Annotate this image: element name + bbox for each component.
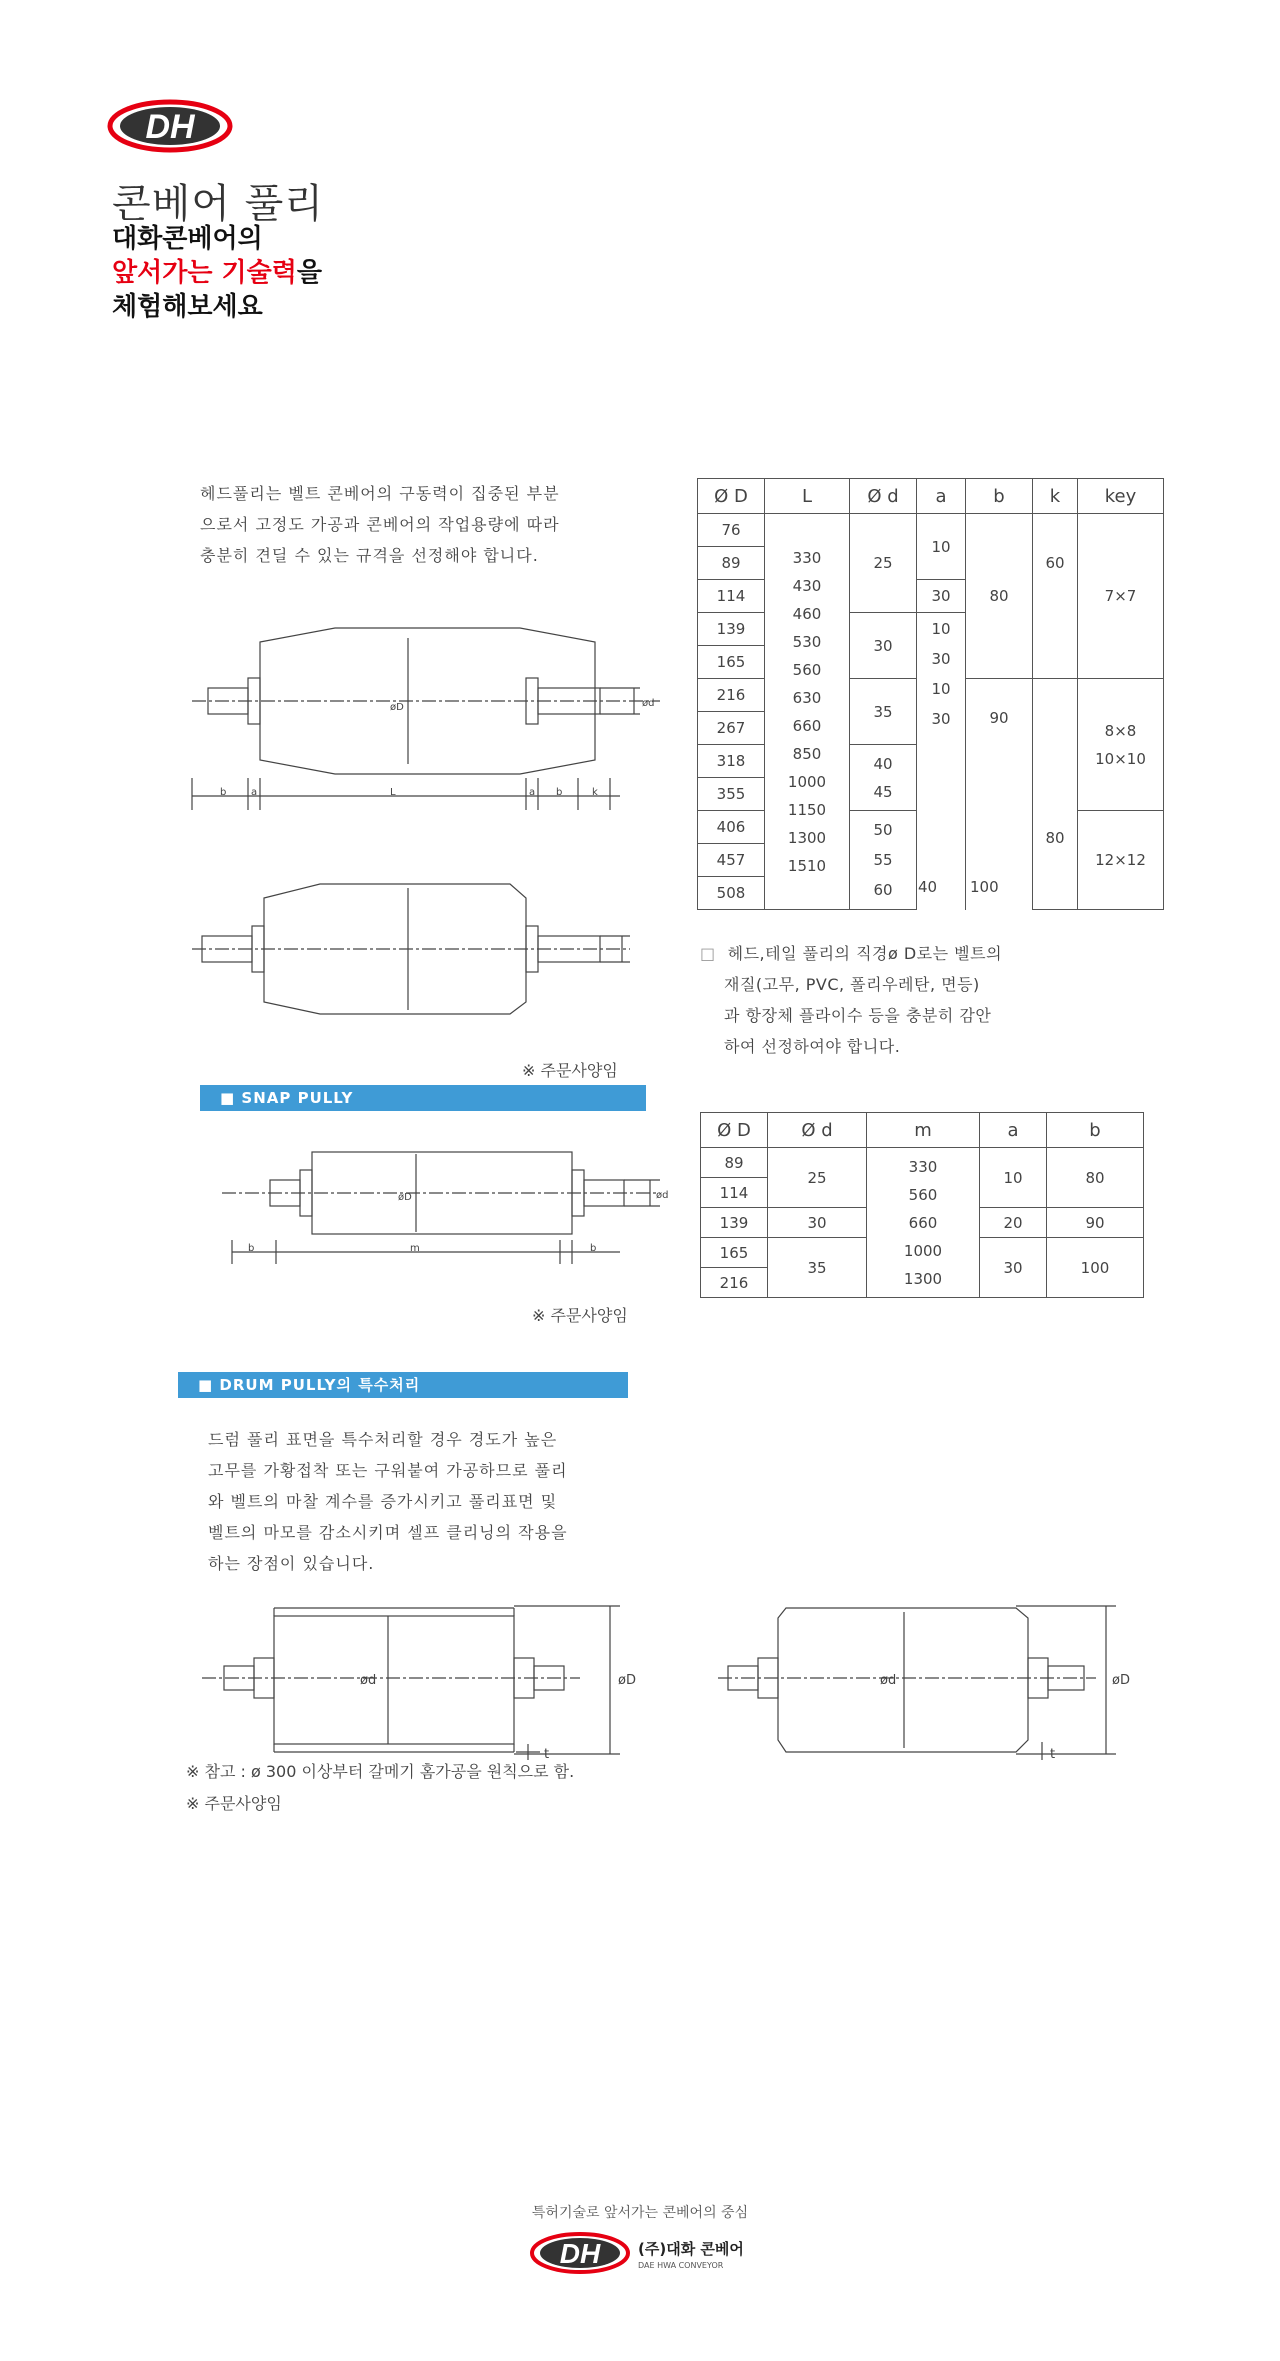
table-cell: 30: [931, 710, 951, 728]
table-cell: 7×7: [1078, 514, 1164, 679]
note-line: ※ 참고 : ø 300 이상부터 갈메기 홈가공을 원칙으로 함.: [186, 1762, 575, 1781]
table-cell: 25: [850, 514, 917, 613]
order-note: ※ 주문사양임: [522, 1061, 618, 1080]
dim-label: øD: [398, 1192, 412, 1203]
snap-pulley-table: [700, 1112, 1144, 1298]
description-line: 하는 장점이 있습니다.: [208, 1554, 375, 1573]
footer-logo-text: DH: [559, 2238, 601, 2269]
dim-label: t: [544, 1747, 550, 1760]
table-cell: 1510: [787, 856, 827, 875]
note-line: 하여 선정하여야 합니다.: [724, 1037, 901, 1056]
dh-logo: [105, 98, 235, 158]
company-name-ko: (주)대화 콘베어: [638, 2240, 744, 2258]
dim-label: øD: [390, 702, 404, 713]
snap-pulley-drawing: [220, 1140, 680, 1270]
dim-label: ød: [642, 698, 655, 709]
table-cell: 430: [792, 576, 822, 595]
table-cell: 1300: [903, 1269, 943, 1288]
drum-pulley-bar: ■ DRUM PULLY의 특수처리: [178, 1372, 628, 1398]
table-cell: 35: [850, 679, 917, 745]
table-cell: 60: [1033, 514, 1078, 679]
dim-label: øD: [618, 1673, 636, 1688]
table-cell: 80: [966, 514, 1033, 679]
table-cell: 30: [931, 650, 951, 668]
order-note: ※ 주문사양임: [532, 1306, 628, 1325]
table-cell: 30: [917, 580, 966, 613]
table-cell: 76: [698, 514, 765, 547]
table-cell: 30: [768, 1208, 867, 1238]
table-header: Ø d: [768, 1113, 867, 1148]
table-cell: 560: [908, 1185, 938, 1204]
drum-pulley-drawing-right: [716, 1600, 1136, 1760]
table-cell: 165: [698, 646, 765, 679]
drum-pulley-drawing-left: [200, 1600, 660, 1760]
description-line: 와 벨트의 마찰 계수를 증가시키고 풀리표면 및: [208, 1492, 558, 1511]
dim-label: ød: [360, 1673, 377, 1688]
dim-label: a: [529, 787, 536, 798]
slogan-line-1: 대화콘베어의: [112, 224, 263, 254]
table-cell: 114: [698, 580, 765, 613]
head-pulley-description: [200, 478, 560, 571]
table-cell: 10: [980, 1148, 1047, 1208]
table-cell: 457: [698, 844, 765, 877]
table-header: a: [980, 1113, 1047, 1148]
table-header: Ø D: [701, 1113, 768, 1148]
table-cell: 100: [970, 878, 999, 896]
dim-label: b: [556, 787, 563, 798]
table-cell: 165: [701, 1238, 768, 1268]
table-cell: 100: [1047, 1238, 1144, 1298]
table-header: Ø D: [698, 479, 765, 514]
table-cell: 89: [701, 1148, 768, 1178]
slogan-highlight: 앞서가는 기술력: [112, 258, 297, 288]
table-header: Ø d: [850, 479, 917, 514]
note-line: ※ 주문사양임: [186, 1794, 282, 1813]
dim-label: k: [592, 787, 598, 798]
table-header: key: [1078, 479, 1164, 514]
table-cell: 30: [980, 1238, 1047, 1298]
table-cell: 90: [966, 679, 1033, 910]
table-cell: 139: [701, 1208, 768, 1238]
table-cell: 35: [768, 1238, 867, 1298]
table-cell: 30: [850, 613, 917, 679]
table-cell: 560: [792, 660, 822, 679]
table-cell: 8×8: [1104, 721, 1137, 740]
table-cell: 10: [931, 680, 951, 698]
table-cell: 460: [792, 604, 822, 623]
table-cell: 660: [792, 716, 822, 735]
description-line: 헤드풀리는 벨트 콘베어의 구동력이 집중된 부분: [200, 484, 560, 503]
table-cell: 530: [792, 632, 822, 651]
table-cell: 55: [873, 851, 893, 869]
slogan-line-2: [112, 256, 322, 290]
page-title: 콘베어 풀리: [112, 181, 324, 227]
table-cell: 330: [792, 548, 822, 567]
table-cell: 216: [701, 1268, 768, 1298]
table-header: m: [867, 1113, 980, 1148]
diameter-note: [700, 938, 1002, 1062]
slogan: [112, 222, 322, 324]
drum-pulley-notes: [186, 1756, 574, 1820]
table-cell: 114: [701, 1178, 768, 1208]
table-cell: 40: [873, 754, 893, 773]
dim-label: a: [251, 787, 258, 798]
logo-text: DH: [145, 108, 195, 146]
drum-pulley-description: [208, 1424, 568, 1579]
footer-slogan: 특허기술로 앞서가는 콘베어의 중심: [531, 2205, 749, 2221]
dim-label: b: [248, 1243, 255, 1254]
head-pulley-table: [697, 478, 1164, 910]
dim-label: m: [410, 1243, 420, 1254]
dim-label: øD: [1112, 1673, 1130, 1688]
dim-label: t: [1050, 1747, 1056, 1760]
table-cell: 25: [768, 1148, 867, 1208]
dim-label: ød: [656, 1190, 669, 1201]
table-cell: 1000: [903, 1241, 943, 1260]
table-cell: 10: [917, 514, 966, 580]
table-cell: 1000: [787, 772, 827, 791]
table-cell: 1300: [787, 828, 827, 847]
dim-label: b: [220, 787, 227, 798]
description-line: 충분히 견딜 수 있는 규격을 선정해야 합니다.: [200, 546, 539, 565]
footer-logo: [528, 2230, 758, 2280]
slogan-line-3: 체험해보세요: [112, 292, 263, 322]
table-cell: 139: [698, 613, 765, 646]
table-cell: 406: [698, 811, 765, 844]
table-cell: 80: [1033, 679, 1078, 910]
table-cell: 90: [1047, 1208, 1144, 1238]
bullet-icon: □: [700, 944, 716, 963]
table-header: b: [966, 479, 1033, 514]
table-cell: 80: [1047, 1148, 1144, 1208]
dim-label: b: [590, 1243, 597, 1254]
note-line: 과 항장체 플라이수 등을 충분히 감안: [724, 1006, 992, 1025]
description-line: 드럼 풀리 표면을 특수처리할 경우 경도가 높은: [208, 1430, 558, 1449]
table-cell: 216: [698, 679, 765, 712]
table-cell: 660: [908, 1213, 938, 1232]
table-cell: 40: [918, 878, 938, 896]
table-cell: 89: [698, 547, 765, 580]
dim-label: L: [390, 787, 396, 798]
table-cell: 60: [873, 881, 893, 899]
table-cell: 630: [792, 688, 822, 707]
dim-label: ød: [880, 1673, 897, 1688]
table-cell: 10×10: [1095, 749, 1146, 768]
table-cell: 45: [873, 782, 893, 801]
table-header: a: [917, 479, 966, 514]
head-pulley-drawing: [190, 620, 680, 820]
table-cell: 850: [792, 744, 822, 763]
table-header: L: [765, 479, 850, 514]
table-cell: 318: [698, 745, 765, 778]
company-name-en: DAE HWA CONVEYOR: [638, 2261, 724, 2270]
description-line: 벨트의 마모를 감소시키며 셀프 클리닝의 작용을: [208, 1523, 568, 1542]
table-cell: 20: [980, 1208, 1047, 1238]
table-cell: 267: [698, 712, 765, 745]
table-cell: 355: [698, 778, 765, 811]
table-header: k: [1033, 479, 1078, 514]
table-cell: 50: [873, 821, 893, 839]
table-header: b: [1047, 1113, 1144, 1148]
snap-pulley-bar: ■ SNAP PULLY: [200, 1085, 646, 1111]
table-cell: 508: [698, 877, 765, 910]
note-line: □ 헤드,테일 풀리의 직경ø D로는 벨트의: [700, 944, 1003, 963]
table-cell: 10: [931, 620, 951, 638]
table-cell: 12×12: [1078, 811, 1164, 910]
table-cell: 330: [908, 1157, 938, 1176]
table-cell: 1150: [787, 800, 827, 819]
note-line: 재질(고무, PVC, 폴리우레탄, 면등): [724, 975, 980, 994]
tail-pulley-drawing: [190, 880, 650, 1040]
description-line: 으로서 고정도 가공과 콘베어의 작업용량에 따라: [200, 515, 560, 534]
description-line: 고무를 가황접착 또는 구워붙여 가공하므로 풀리: [208, 1461, 568, 1480]
slogan-line-2-rest: 을: [296, 258, 322, 288]
